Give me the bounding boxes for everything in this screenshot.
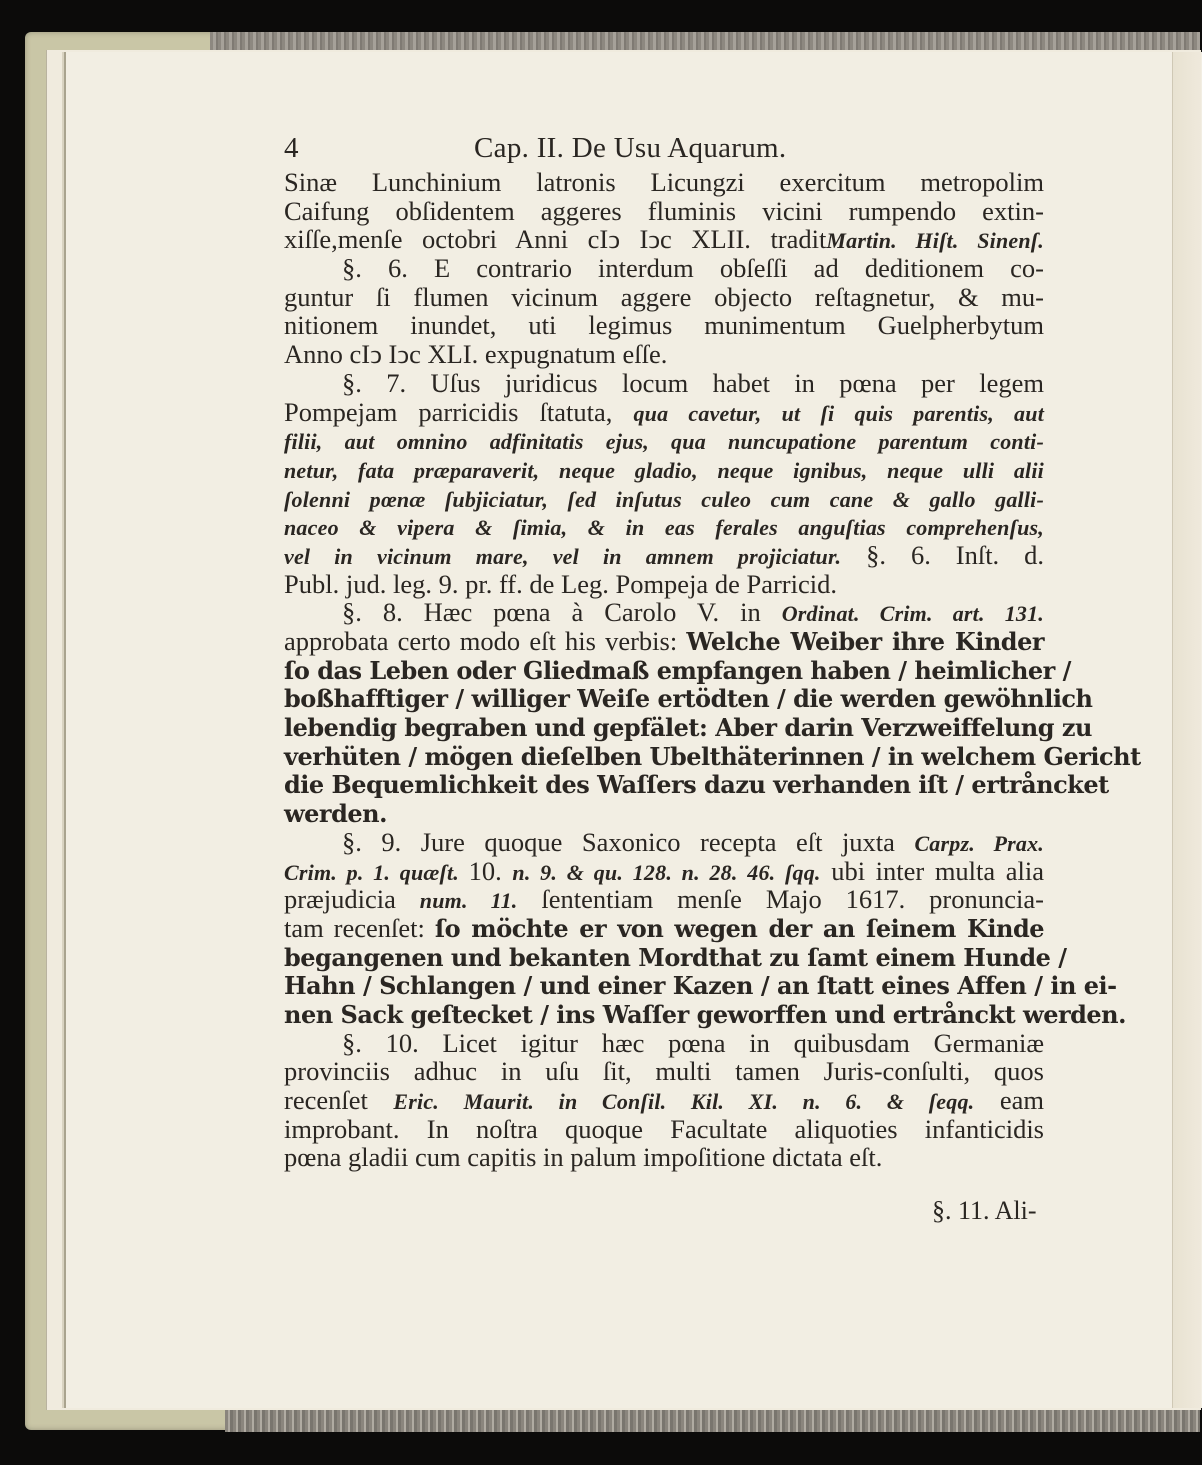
german-quote: boßhafftiger / williger Weiſe ertödten / die werden gewöhnlich (284, 684, 1093, 714)
italic-citation: Crim. p. 1. quæſt. (284, 859, 469, 885)
german-quote: werden. (284, 799, 387, 829)
latin-text: eam (974, 1085, 1044, 1115)
italic-citation: vel in vicinum mare, vel in amnem projiciatur. (284, 543, 842, 569)
text-line (284, 311, 1044, 340)
german-quote: nen Sack geſtecket / ins Waſſer geworffen und ertrånckt werden. (284, 999, 1126, 1029)
italic-citation: qua cavetur, ut ſi quis parentis, aut (633, 400, 1045, 426)
text-line (284, 942, 1067, 972)
latin-text: 10. (468, 855, 513, 886)
text-line (284, 1057, 1044, 1086)
text-line (284, 713, 1092, 743)
italic-citation: ſolenni pœnæ ſubjiciatur, ſed inſutus culeo cum cane & gallo galli- (284, 486, 1044, 512)
cover-edge-top (210, 32, 1200, 52)
text-line (284, 1115, 1044, 1144)
latin-text: Caifung obſidentem aggeres fluminis vicini rumpendo extin- (284, 195, 1044, 226)
chapter-title: Cap. II. De Usu Aquarum. (474, 132, 787, 164)
text-line (284, 197, 1044, 226)
german-quote: begangenen und bekanten Mordthat zu ſamt einem Hunde / (284, 942, 1067, 972)
running-head (284, 128, 1044, 168)
latin-text: §. 8. Hæc pœna à Carolo V. in (342, 597, 782, 628)
text-line (284, 426, 1044, 455)
text-line (284, 512, 1044, 541)
german-quote: Hahn / Schlangen / und einer Kazen / an ſtatt eines Affen / in ei- (284, 971, 1117, 1001)
italic-citation: Eric. Maurit. in Conſil. Kil. XI. n. 6. & ſeqq. (393, 1089, 975, 1114)
latin-text: §. 10. Licet igitur hæc pœna in quibusdam Germaniæ (342, 1027, 1044, 1058)
text-line (284, 283, 1044, 312)
text-line (284, 741, 1141, 771)
latin-text: nitionem inundet, uti legimus munimentum Guelpherbytum (284, 310, 1044, 341)
italic-citation: n. 9. & qu. 128. n. 28. 46. ſqq. (512, 859, 821, 885)
german-quote: ſo das Leben oder Gliedmaß empfangen haben / heimlicher / (284, 655, 1071, 685)
latin-text: pœna gladii cum capitis in palum impoſitione dictata eſt. (284, 1142, 883, 1173)
italic-citation: netur, fata præparaverit, neque gladio, neque ignibus, neque ulli alii (284, 457, 1044, 483)
latin-text: Anno cIↄ Iↄc XLI. expugnatum eſſe. (284, 339, 668, 370)
text-line (284, 627, 1044, 656)
text-line (284, 1143, 1044, 1172)
text-line (284, 254, 1044, 283)
text-line (284, 799, 1044, 828)
latin-text: Publ. jud. leg. 9. pr. ff. de Leg. Pompeja de Parricid. (284, 568, 837, 599)
body-text (284, 167, 1141, 1173)
latin-text: recenſet (284, 1085, 394, 1115)
german-quote: Welche Weiber ihre Kinder (686, 627, 1044, 656)
italic-citation: Martin. Hiſt. Sinenſ. (826, 228, 1045, 254)
latin-text: Sinæ Lunchinium latronis Licungzi exercitum metropolim (284, 167, 1044, 197)
latin-text: tam recenſet: (284, 912, 435, 943)
latin-text: provinciis adhuc in uſu ſit, multi tamen Juris-conſulti, quos (284, 1056, 1044, 1087)
latin-text: §. 6. E contrario interdum obſeſſi ad deditionem co- (342, 253, 1044, 284)
latin-text: guntur ſi flumen vicinum aggere objecto reſtagnetur, & mu- (284, 281, 1044, 312)
text-line (284, 570, 1044, 599)
text-line (284, 340, 1044, 369)
german-quote: lebendig begraben und gepfälet: Aber darin Verzweiffelung zu (284, 713, 1092, 743)
text-line (284, 1086, 1044, 1115)
text-line (284, 455, 1044, 484)
text-line (284, 398, 1044, 427)
catchword: §. 11. Ali- (932, 1196, 1037, 1225)
italic-citation: Ordinat. Crim. art. 131. (781, 601, 1045, 627)
text-line (284, 655, 1071, 685)
italic-citation: naceo & vipera & ſimia, & in eas ferales anguſtias comprehenſus, (284, 515, 1044, 541)
latin-text: ubi inter multa alia (820, 855, 1045, 886)
text-line (284, 168, 1044, 197)
page-text-block (284, 128, 1141, 1173)
text-line (284, 598, 1044, 627)
latin-text: §. 7. Uſus juridicus locum habet in pœna per legem (342, 367, 1044, 398)
italic-citation: filii, aut omnino adfinitatis ejus, qua nuncupatione parentum conti- (284, 429, 1044, 455)
latin-text: improbant. In noſtra quoque Facultate aliquoties infanticidis (284, 1113, 1044, 1144)
text-line (284, 885, 1044, 914)
text-line (284, 484, 1044, 513)
latin-text: ſententiam menſe Majo 1617. pronuncia- (517, 884, 1044, 915)
text-line (284, 1029, 1044, 1058)
text-line (284, 971, 1117, 1001)
german-quote: die Bequemlichkeit des Waſſers dazu verhanden iſt / ertråncket (284, 770, 1109, 800)
text-line (284, 684, 1093, 714)
cover-edge-bottom (225, 1410, 1200, 1432)
latin-text: Pompejam parricidis ſtatuta, (284, 396, 634, 427)
latin-text: xiſſe,menſe octobri Anni cIↄ Iↄc XLII. tradit (284, 224, 827, 255)
page-number: 4 (284, 132, 299, 164)
text-line (284, 770, 1109, 800)
italic-citation: Carpz. Prax. (914, 830, 1045, 856)
german-quote: verhüten / mögen dieſelben Ubelthäterinnen / in welchem Gericht (284, 741, 1141, 771)
text-line (284, 828, 1044, 857)
latin-text: præjudicia (284, 884, 420, 915)
text-line (284, 999, 1126, 1029)
text-line (284, 914, 1044, 943)
text-line (284, 541, 1044, 570)
text-line (284, 225, 1044, 254)
text-line (284, 369, 1044, 398)
latin-text: approbata certo modo eſt his verbis: (284, 626, 687, 656)
italic-citation: num. 11. (419, 888, 518, 914)
latin-text: §. 9. Jure quoque Saxonico recepta eſt juxta (342, 826, 915, 857)
page-gutter (1172, 52, 1201, 1408)
latin-text: §. 6. Inſt. d. (841, 539, 1044, 570)
german-quote: ſo möchte er von wegen der an ſeinem Kinde (434, 913, 1044, 943)
text-line (284, 857, 1044, 886)
